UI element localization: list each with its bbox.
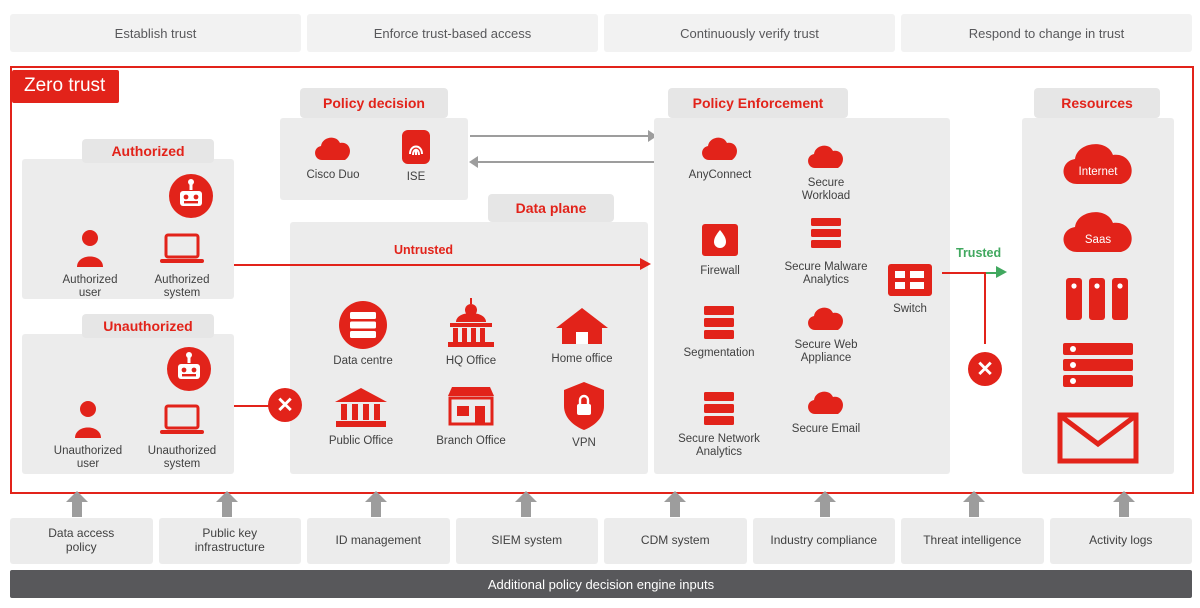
- zero-trust-title: Zero trust: [12, 70, 119, 103]
- fingerprint-badge-icon: [398, 128, 434, 166]
- footer-bar: [10, 570, 1192, 598]
- input-arrow: [814, 491, 836, 517]
- authorized-system-tile: [134, 229, 230, 300]
- cloud-icon: [1055, 206, 1141, 256]
- footer-label: Additional policy decision engine inputs: [487, 576, 715, 592]
- phase-verify-trust: [604, 14, 895, 52]
- email-envelope-icon: [1056, 410, 1140, 464]
- unauthorized-user-label: Unauthorized user: [53, 445, 123, 471]
- laptop-icon: [157, 400, 207, 440]
- input-activity-logs: [1050, 518, 1193, 564]
- bank-building-icon: [332, 384, 390, 430]
- resources-panel: [1022, 118, 1174, 474]
- unauthorized-block-x: [268, 388, 302, 422]
- authorized-system-label: Authorized system: [154, 274, 210, 300]
- internet-tile: [1022, 138, 1174, 188]
- authorized-title: Authorized: [111, 143, 185, 159]
- phase-label: Enforce trust-based access: [373, 25, 532, 41]
- trusted-block-x: [968, 352, 1002, 386]
- resources-caption: [1034, 88, 1160, 118]
- enforcement-to-decision-arrow: [469, 156, 478, 168]
- input-label: ID management: [335, 533, 421, 548]
- input-label: Public key infrastructure: [194, 526, 265, 554]
- firewall-tile: [662, 220, 778, 278]
- segmentation-icon: [698, 302, 740, 342]
- anyconnect-tile: [660, 132, 780, 182]
- server-stack-icon: [698, 388, 740, 428]
- input-label: SIEM system: [491, 533, 563, 548]
- saas-tile: [1022, 206, 1174, 256]
- input-arrow: [216, 491, 238, 517]
- ise-tile: [372, 128, 460, 184]
- server-tile: [1022, 340, 1174, 390]
- data-plane-panel: [290, 222, 648, 474]
- decision-to-enforcement-line: [470, 135, 648, 137]
- input-label: Activity logs: [1089, 533, 1153, 548]
- vpn-tile: [528, 380, 640, 450]
- input-data-access-policy: [10, 518, 153, 564]
- input-arrow: [515, 491, 537, 517]
- secure-malware-analytics-label: Secure Malware Analytics: [784, 261, 868, 287]
- trusted-label: Trusted: [956, 246, 1002, 260]
- input-label: Industry compliance: [770, 533, 878, 548]
- database-columns-icon: [1058, 276, 1138, 322]
- shield-lock-icon: [561, 380, 607, 432]
- user-icon: [70, 400, 106, 440]
- input-label: CDM system: [640, 533, 710, 548]
- input-arrow: [66, 491, 88, 517]
- unauthorized-panel: [22, 334, 234, 474]
- anyconnect-label: AnyConnect: [688, 169, 752, 181]
- cloud-icon: [804, 386, 848, 418]
- input-arrow: [664, 491, 686, 517]
- input-id-management: [307, 518, 450, 564]
- unauthorized-caption: [82, 314, 214, 338]
- ise-label: ISE: [406, 171, 426, 183]
- authorized-user-label: Authorized user: [62, 274, 118, 300]
- resources-title: Resources: [1061, 95, 1133, 111]
- public-office-label: Public Office: [328, 435, 394, 447]
- secure-workload-tile: [766, 140, 886, 203]
- vpn-label: VPN: [572, 437, 596, 449]
- switch-tile: [878, 262, 942, 316]
- cloud-icon: [698, 132, 742, 164]
- enforcement-to-decision-line: [478, 161, 654, 163]
- hq-office-tile: [412, 292, 530, 368]
- switch-block-line-h: [942, 272, 986, 274]
- authorized-user-tile: [42, 229, 138, 300]
- policy-enforcement-title: Policy Enforcement: [692, 95, 824, 111]
- input-label: Data access policy: [48, 526, 115, 554]
- secure-email-label: Secure Email: [791, 423, 861, 435]
- switch-block-line-v: [984, 272, 986, 344]
- cloud-icon: [804, 302, 848, 334]
- authorized-caption: [82, 139, 214, 163]
- user-icon: [72, 229, 108, 269]
- email-tile: [1022, 410, 1174, 464]
- unauthorized-block-line: [234, 405, 270, 407]
- home-office-tile: [526, 304, 638, 366]
- phase-label: Continuously verify trust: [680, 25, 819, 41]
- data-plane-caption: [488, 194, 614, 222]
- data-centre-tile: [304, 300, 422, 368]
- input-siem-system: [456, 518, 599, 564]
- hq-office-label: HQ Office: [445, 355, 497, 367]
- unauthorized-title: Unauthorized: [103, 318, 193, 334]
- cisco-duo-label: Cisco Duo: [306, 169, 360, 181]
- untrusted-arrow: [640, 258, 651, 270]
- secure-workload-label: Secure Workload: [801, 177, 851, 203]
- trusted-arrow: [996, 266, 1007, 278]
- cloud-icon: [311, 132, 355, 164]
- cloud-icon: [804, 140, 848, 172]
- input-cdm-system: [604, 518, 747, 564]
- public-office-tile: [302, 384, 420, 448]
- policy-inputs-row: [10, 518, 1192, 564]
- system-gear-icon: [166, 171, 216, 221]
- input-arrow: [1113, 491, 1135, 517]
- laptop-icon: [157, 229, 207, 269]
- saas-label: Saas: [1084, 234, 1112, 246]
- input-label: Threat intelligence: [923, 533, 1022, 548]
- authorized-panel: [22, 159, 234, 299]
- policy-enforcement-caption: [668, 88, 848, 118]
- segmentation-label: Segmentation: [683, 347, 755, 359]
- block-symbol: ✕: [976, 357, 994, 381]
- phase-bar: [10, 14, 1192, 52]
- server-rack-icon: [336, 300, 390, 350]
- switch-icon: [886, 262, 934, 298]
- secure-web-appliance-label: Secure Web Appliance: [794, 339, 858, 365]
- phase-respond-change: [901, 14, 1192, 52]
- policy-decision-panel: [280, 118, 468, 200]
- system-gear-icon: [164, 344, 214, 394]
- input-arrow: [365, 491, 387, 517]
- phase-label: Establish trust: [114, 25, 197, 41]
- switch-label: Switch: [893, 303, 927, 315]
- branch-office-label: Branch Office: [436, 435, 506, 447]
- secure-web-appliance-tile: [764, 302, 888, 365]
- phase-label: Respond to change in trust: [968, 25, 1125, 41]
- phase-establish-trust: [10, 14, 301, 52]
- cloud-icon: [1055, 138, 1141, 188]
- database-tile: [1022, 276, 1174, 322]
- capitol-building-icon: [440, 292, 502, 350]
- untrusted-label: Untrusted: [394, 243, 454, 257]
- server-gear-icon: [804, 214, 848, 256]
- untrusted-line: [234, 264, 642, 266]
- data-centre-label: Data centre: [333, 355, 393, 367]
- secure-malware-analytics-tile: [764, 214, 888, 287]
- data-plane-title: Data plane: [515, 200, 587, 216]
- input-industry-compliance: [753, 518, 896, 564]
- secure-email-tile: [764, 386, 888, 436]
- branch-office-tile: [412, 382, 530, 448]
- policy-decision-title: Policy decision: [323, 95, 425, 111]
- server-stack-icon: [1057, 340, 1139, 390]
- storefront-icon: [442, 382, 500, 430]
- firewall-flame-icon: [699, 220, 741, 260]
- unauthorized-system-label: Unauthorized system: [147, 445, 217, 471]
- unauthorized-user-tile: [38, 400, 138, 471]
- input-threat-intelligence: [901, 518, 1044, 564]
- cisco-duo-tile: [288, 132, 378, 182]
- house-icon: [554, 304, 610, 348]
- internet-label: Internet: [1078, 166, 1118, 178]
- block-symbol: ✕: [276, 393, 294, 417]
- secure-network-analytics-label: Secure Network Analytics: [678, 433, 760, 459]
- firewall-label: Firewall: [700, 265, 740, 277]
- input-arrow: [963, 491, 985, 517]
- unauthorized-system-tile: [132, 400, 232, 471]
- phase-enforce-access: [307, 14, 598, 52]
- policy-decision-caption: [300, 88, 448, 118]
- input-public-key-infrastructure: [159, 518, 302, 564]
- home-office-label: Home office: [551, 353, 613, 365]
